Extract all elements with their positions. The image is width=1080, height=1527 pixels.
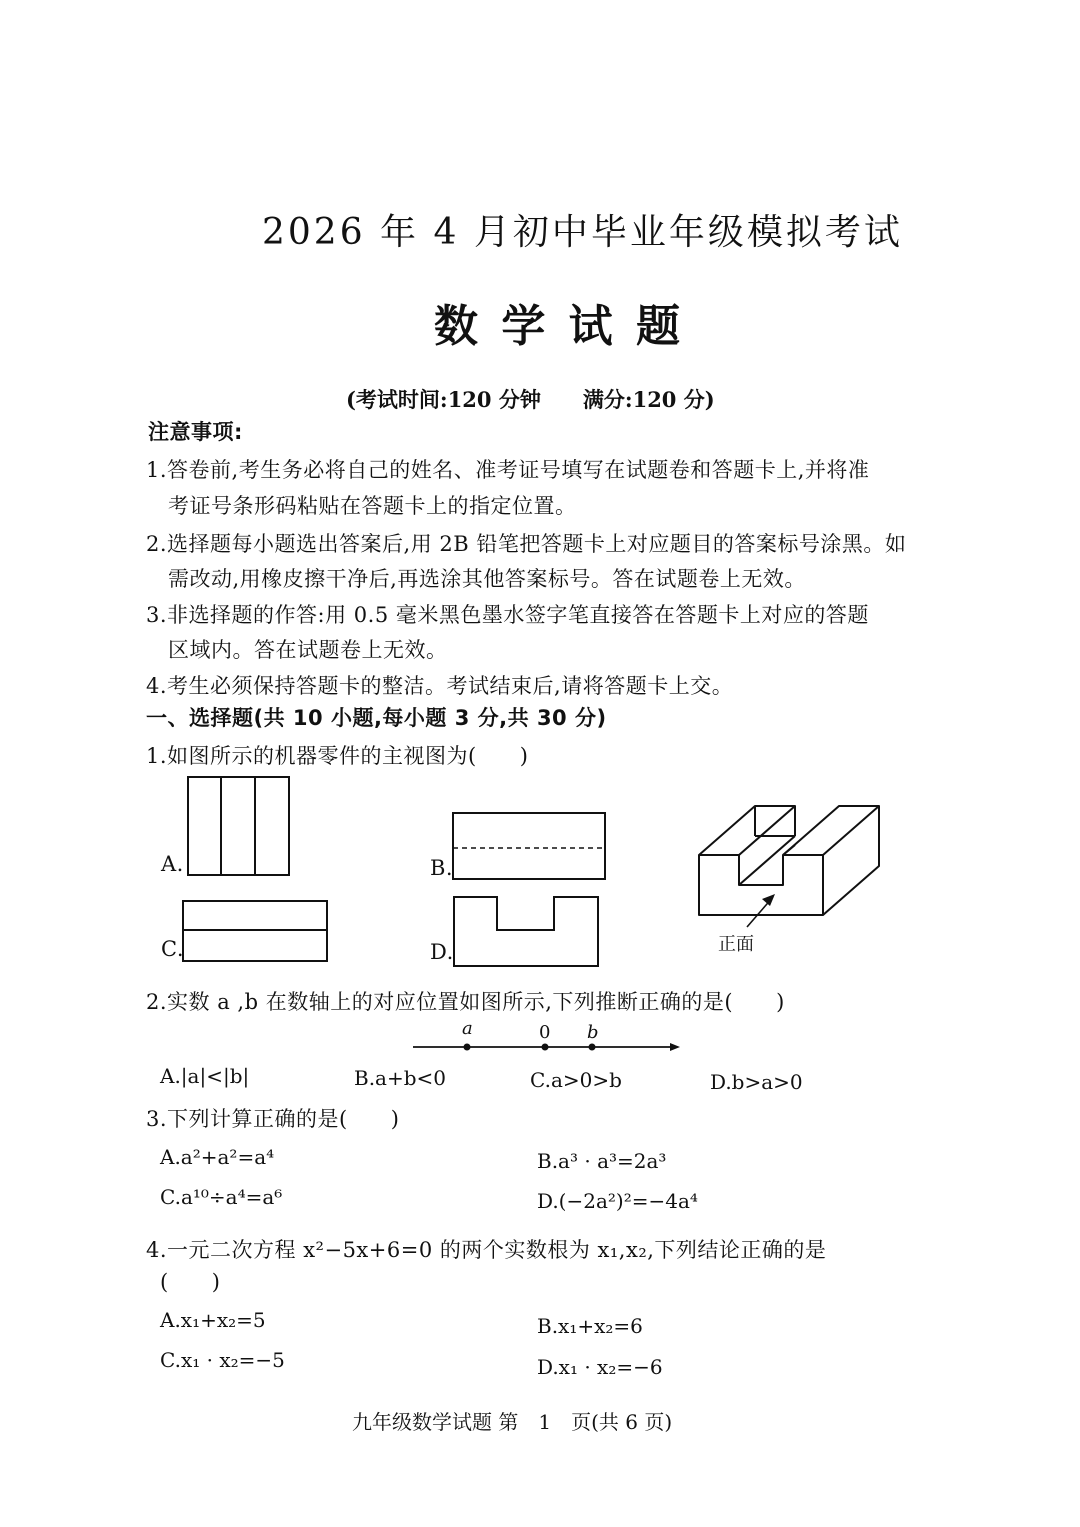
q4-option-c: C.x₁ · x₂=−5	[160, 1348, 285, 1372]
axis-label-a: a	[462, 1018, 473, 1039]
q2-option-a: A.|a|<|b|	[160, 1064, 250, 1088]
page-footer: 九年级数学试题 第 1 页(共 6 页)	[352, 1410, 673, 1434]
notice-line: 1.答卷前,考生务必将自己的姓名、准考证号填写在试题卷和答题卡上,并将准	[146, 458, 870, 482]
q3-option-a: A.a²+a²=a⁴	[160, 1145, 275, 1169]
q2-option-b: B.a+b<0	[354, 1066, 447, 1090]
question-stem: 1.如图所示的机器零件的主视图为( )	[146, 744, 529, 768]
q1-option-d-label: D.	[430, 940, 454, 964]
q1-option-a-label: A.	[161, 852, 184, 876]
notice-line: 4.考生必须保持答题卡的整洁。考试结束后,请将答题卡上交。	[146, 674, 734, 698]
notice-line: 2.选择题每小题选出答案后,用 2B 铅笔把答题卡上对应题目的答案标号涂黑。如	[146, 532, 907, 556]
question-stem: 2.实数 a ,b 在数轴上的对应位置如图所示,下列推断正确的是( )	[146, 990, 785, 1014]
question-stem-cont: ( )	[160, 1270, 221, 1294]
notice-line: 3.非选择题的作答:用 0.5 毫米黑色墨水签字笔直接答在答题卡上对应的答题	[146, 603, 869, 627]
subject-title: 数 学 试 题	[434, 301, 684, 352]
q2-option-c: C.a>0>b	[530, 1068, 622, 1092]
front-face-label: 正面	[718, 934, 754, 955]
q4-option-b: B.x₁+x₂=6	[537, 1314, 643, 1338]
axis-label-b: b	[587, 1022, 599, 1043]
q2-option-d: D.b>a>0	[710, 1070, 803, 1094]
exam-title: 2026 年 4 月初中毕业年级模拟考试	[262, 212, 903, 253]
notice-line: 需改动,用橡皮擦干净后,再选涂其他答案标号。答在试题卷上无效。	[168, 567, 806, 591]
axis-label-zero: 0	[539, 1022, 551, 1043]
point-b	[589, 1044, 596, 1051]
q1-option-b-label: B.	[430, 856, 454, 880]
q4-option-d: D.x₁ · x₂=−6	[537, 1355, 663, 1379]
notice-heading: 注意事项:	[148, 420, 243, 444]
q1-option-c-label: C.	[161, 937, 184, 961]
q4-option-a: A.x₁+x₂=5	[160, 1308, 266, 1332]
notice-line: 区域内。答在试题卷上无效。	[168, 638, 448, 662]
q3-option-d: D.(−2a²)²=−4a⁴	[537, 1189, 698, 1213]
question-stem: 4.一元二次方程 x²−5x+6=0 的两个实数根为 x₁,x₂,下列结论正确的是	[146, 1238, 827, 1262]
point-zero	[542, 1044, 549, 1051]
section-heading: 一、选择题(共 10 小题,每小题 3 分,共 30 分)	[146, 706, 607, 730]
q3-option-c: C.a¹⁰÷a⁴=a⁶	[160, 1185, 283, 1209]
notice-line: 考证号条形码粘贴在答题卡上的指定位置。	[168, 494, 577, 518]
q3-option-b: B.a³ · a³=2a³	[537, 1149, 667, 1173]
question-stem: 3.下列计算正确的是( )	[146, 1107, 400, 1131]
point-a	[464, 1044, 471, 1051]
exam-info: (考试时间:120 分钟 满分:120 分)	[346, 387, 715, 412]
